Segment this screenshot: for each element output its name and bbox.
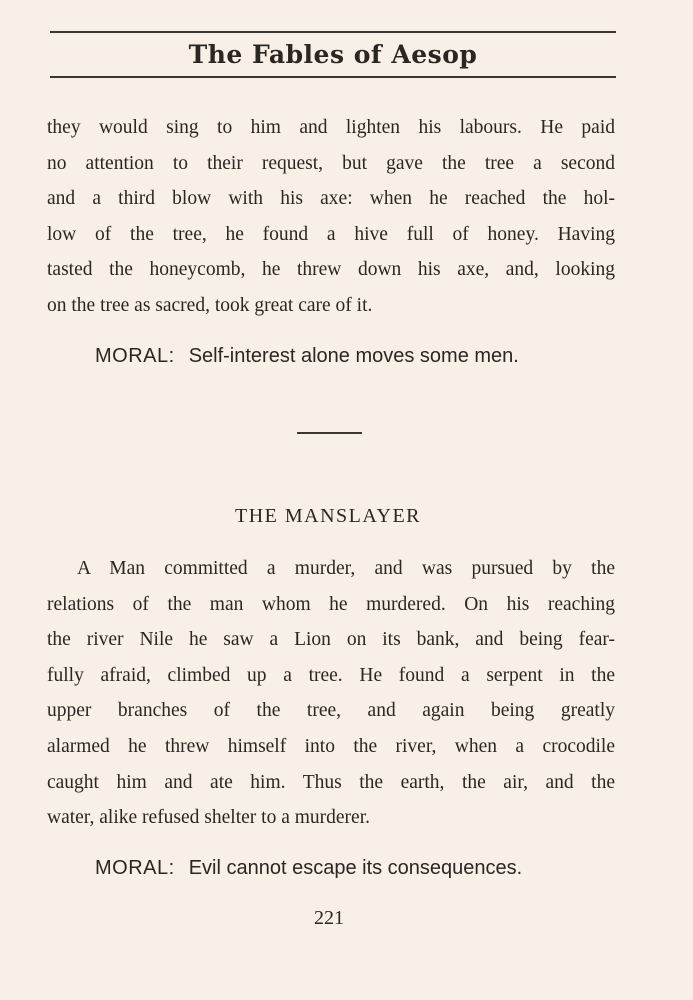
text-line: tasted the honeycomb, he threw down his axe, and, looking [47,259,615,281]
moral-label: MORAL: [95,345,175,367]
text-line: the river Nile he saw a Lion on its bank, and being fear- [47,629,615,651]
moral-label: MORAL: [95,857,175,879]
page-number: 221 [314,907,344,929]
header-top-rule [50,31,616,33]
text-line: caught him and ate him. Thus the earth, the air, and the [47,771,615,793]
section-divider [297,432,362,434]
text-line: low of the tree, he found a hive full of honey. Having [47,223,615,245]
moral-text: Evil cannot escape its consequences. [188,857,523,879]
text-line: fully afraid, climbed up a tree. He found a serpent in the [47,664,615,686]
text-line: alarmed he threw himself into the river, when a crocodile [47,735,615,757]
fable-title: THE MANSLAYER [235,505,421,527]
running-head: The Fables of Aesop [188,40,478,69]
text-line: relations of the man whom he murdered. On his reaching [47,593,615,615]
moral [95,345,519,368]
fable-body [47,551,615,836]
text-line: no attention to their request, but gave the tree a second [47,152,615,174]
header-bottom-rule [50,76,616,78]
text-line: water, alike refused shelter to a murderer. [47,807,370,829]
text-line: on the tree as sacred, took great care of it. [47,294,373,316]
text-line: A Man committed a murder, and was pursued by the [77,558,615,579]
text-line: they would sing to him and lighten his labours. He paid [47,117,615,138]
fable-body-continued [47,110,615,324]
moral [95,857,522,880]
moral-text: Self-interest alone moves some men. [188,345,519,367]
text-line: and a third blow with his axe: when he reached the hol- [47,188,615,210]
text-line: upper branches of the tree, and again being greatly [47,700,615,722]
